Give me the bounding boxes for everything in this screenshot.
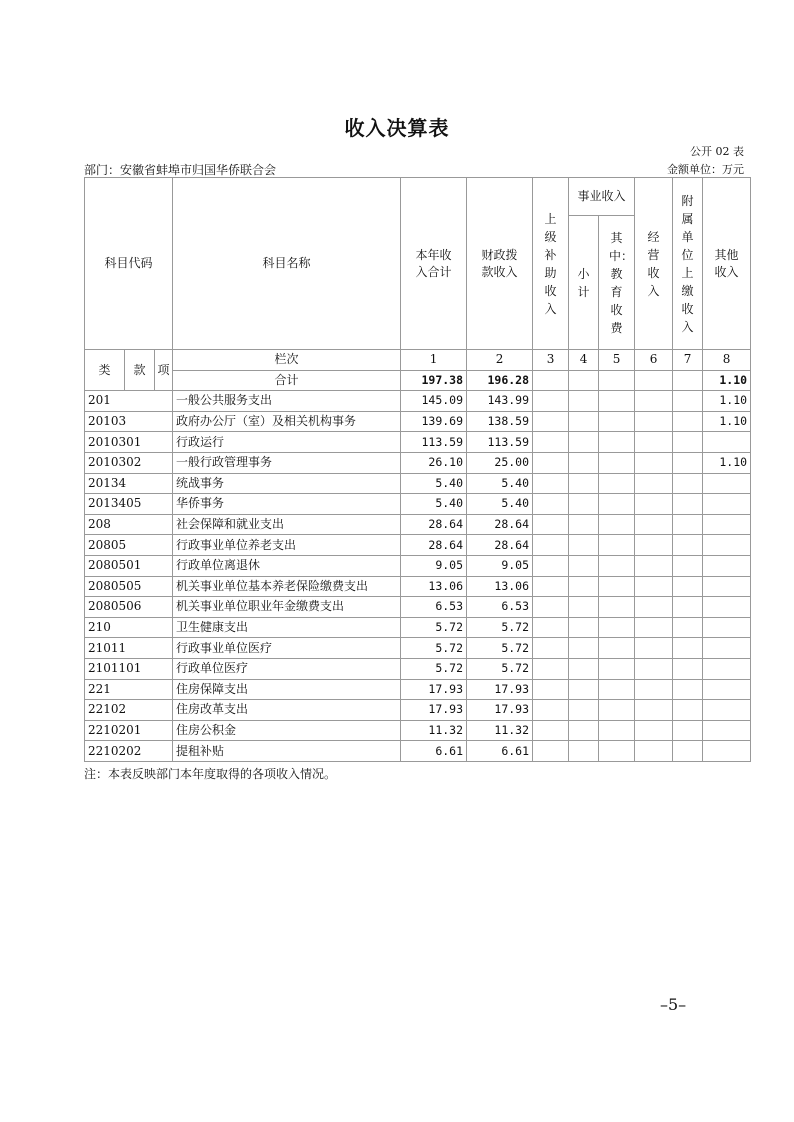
table-row xyxy=(85,452,751,473)
row-name: 一般公共服务支出 xyxy=(173,391,401,412)
row-fiscal: 113.59 xyxy=(467,432,533,453)
row-fiscal: 138.59 xyxy=(467,411,533,432)
header-fiscal: 财政拨款收入 xyxy=(467,178,533,350)
header-lei: 类 xyxy=(85,350,125,391)
table-row xyxy=(85,514,751,535)
row-code: 2210201 xyxy=(85,720,173,741)
table-row xyxy=(85,494,751,515)
row-code: 208 xyxy=(85,514,173,535)
row-total: 9.05 xyxy=(401,555,467,576)
row-name: 行政单位医疗 xyxy=(173,658,401,679)
row-name: 一般行政管理事务 xyxy=(173,452,401,473)
row-total: 28.64 xyxy=(401,535,467,556)
row-total: 5.72 xyxy=(401,617,467,638)
row-other xyxy=(703,658,751,679)
total-row-label: 合计 xyxy=(173,370,401,391)
row-code: 20134 xyxy=(85,473,173,494)
row-fiscal: 6.53 xyxy=(467,597,533,618)
table-row xyxy=(85,638,751,659)
row-other: 1.10 xyxy=(703,391,751,412)
row-total: 5.40 xyxy=(401,494,467,515)
row-total: 28.64 xyxy=(401,514,467,535)
row-other xyxy=(703,494,751,515)
row-fiscal: 28.64 xyxy=(467,535,533,556)
row-code: 2080506 xyxy=(85,597,173,618)
row-name: 华侨事务 xyxy=(173,494,401,515)
row-total: 17.93 xyxy=(401,700,467,721)
unit-label: 金额单位：万元 xyxy=(667,163,744,176)
row-name: 行政事业单位医疗 xyxy=(173,638,401,659)
col-no: 3 xyxy=(533,350,569,371)
row-fiscal: 5.40 xyxy=(467,494,533,515)
col-no: 6 xyxy=(635,350,673,371)
row-other: 1.10 xyxy=(703,452,751,473)
header-xiang: 项 xyxy=(155,350,173,391)
table-row xyxy=(85,555,751,576)
row-other xyxy=(703,617,751,638)
row-total: 139.69 xyxy=(401,411,467,432)
row-code: 20103 xyxy=(85,411,173,432)
row-fiscal: 9.05 xyxy=(467,555,533,576)
row-other xyxy=(703,720,751,741)
row-name: 行政单位离退休 xyxy=(173,555,401,576)
row-code: 2210202 xyxy=(85,741,173,762)
row-code: 22102 xyxy=(85,700,173,721)
row-other xyxy=(703,514,751,535)
header-education: 其中：教育收费 xyxy=(599,216,635,350)
col-no: 2 xyxy=(467,350,533,371)
row-code: 221 xyxy=(85,679,173,700)
row-total: 6.53 xyxy=(401,597,467,618)
row-other xyxy=(703,741,751,762)
total-row-other: 1.10 xyxy=(703,370,751,391)
form-number: 公开 02 表 xyxy=(690,145,744,158)
row-other xyxy=(703,597,751,618)
table-row xyxy=(85,658,751,679)
row-total: 5.40 xyxy=(401,473,467,494)
row-other xyxy=(703,535,751,556)
row-fiscal: 13.06 xyxy=(467,576,533,597)
row-fiscal: 5.72 xyxy=(467,638,533,659)
row-name: 机关事业单位职业年金缴费支出 xyxy=(173,597,401,618)
row-name: 社会保障和就业支出 xyxy=(173,514,401,535)
table-row xyxy=(85,700,751,721)
row-name: 政府办公厅（室）及相关机构事务 xyxy=(173,411,401,432)
row-name: 统战事务 xyxy=(173,473,401,494)
row-name: 提租补贴 xyxy=(173,741,401,762)
header-code: 科目代码 xyxy=(85,178,173,350)
header-affiliated: 附属单位上缴收入 xyxy=(673,178,703,350)
row-name: 行政运行 xyxy=(173,432,401,453)
table-row xyxy=(85,720,751,741)
table-row xyxy=(85,411,751,432)
row-fiscal: 143.99 xyxy=(467,391,533,412)
row-total: 5.72 xyxy=(401,638,467,659)
header-operating: 经营收入 xyxy=(635,178,673,350)
col-no: 1 xyxy=(401,350,467,371)
row-code: 2013405 xyxy=(85,494,173,515)
row-fiscal: 17.93 xyxy=(467,700,533,721)
table-row xyxy=(85,679,751,700)
table-row xyxy=(85,535,751,556)
table-row xyxy=(85,741,751,762)
row-fiscal: 5.40 xyxy=(467,473,533,494)
row-fiscal: 5.72 xyxy=(467,617,533,638)
row-total: 26.10 xyxy=(401,452,467,473)
row-fiscal: 25.00 xyxy=(467,452,533,473)
row-code: 2101101 xyxy=(85,658,173,679)
header-column-no: 栏次 xyxy=(173,350,401,371)
row-name: 卫生健康支出 xyxy=(173,617,401,638)
row-total: 6.61 xyxy=(401,741,467,762)
row-other xyxy=(703,473,751,494)
row-fiscal: 6.61 xyxy=(467,741,533,762)
table-row xyxy=(85,576,751,597)
table-row xyxy=(85,473,751,494)
total-row-total: 197.38 xyxy=(401,370,467,391)
header-superior: 上级补助收入 xyxy=(533,178,569,350)
row-name: 机关事业单位基本养老保险缴费支出 xyxy=(173,576,401,597)
col-no: 7 xyxy=(673,350,703,371)
row-code: 201 xyxy=(85,391,173,412)
col-no: 8 xyxy=(703,350,751,371)
total-row-fiscal: 196.28 xyxy=(467,370,533,391)
page-title: 收入决算表 xyxy=(344,116,450,140)
header-name: 科目名称 xyxy=(173,178,401,350)
row-fiscal: 17.93 xyxy=(467,679,533,700)
row-fiscal: 5.72 xyxy=(467,658,533,679)
table-note: 注：本表反映部门本年度取得的各项收入情况。 xyxy=(84,767,337,781)
row-name: 住房改革支出 xyxy=(173,700,401,721)
row-other xyxy=(703,679,751,700)
header-business: 事业收入 xyxy=(569,178,635,216)
row-fiscal: 11.32 xyxy=(467,720,533,741)
table-row xyxy=(85,391,751,412)
row-other xyxy=(703,576,751,597)
row-total: 113.59 xyxy=(401,432,467,453)
table-row xyxy=(85,617,751,638)
row-code: 2010301 xyxy=(85,432,173,453)
row-code: 20805 xyxy=(85,535,173,556)
row-total: 145.09 xyxy=(401,391,467,412)
row-total: 11.32 xyxy=(401,720,467,741)
header-subtotal: 小计 xyxy=(569,216,599,350)
table-row xyxy=(85,432,751,453)
row-code: 2080505 xyxy=(85,576,173,597)
row-total: 13.06 xyxy=(401,576,467,597)
row-code: 210 xyxy=(85,617,173,638)
row-name: 行政事业单位养老支出 xyxy=(173,535,401,556)
row-other: 1.10 xyxy=(703,411,751,432)
col-no: 4 xyxy=(569,350,599,371)
row-total: 17.93 xyxy=(401,679,467,700)
row-other xyxy=(703,700,751,721)
header-total: 本年收入合计 xyxy=(401,178,467,350)
row-other xyxy=(703,432,751,453)
department-label: 部门：安徽省蚌埠市归国华侨联合会 xyxy=(84,163,277,177)
row-code: 21011 xyxy=(85,638,173,659)
row-code: 2010302 xyxy=(85,452,173,473)
row-name: 住房公积金 xyxy=(173,720,401,741)
page-number: –5– xyxy=(660,995,687,1014)
table-row xyxy=(85,597,751,618)
col-no: 5 xyxy=(599,350,635,371)
income-table xyxy=(84,177,751,762)
header-kuan: 款 xyxy=(125,350,155,391)
row-total: 5.72 xyxy=(401,658,467,679)
header-other: 其他收入 xyxy=(703,178,751,350)
row-other xyxy=(703,638,751,659)
row-code: 2080501 xyxy=(85,555,173,576)
row-name: 住房保障支出 xyxy=(173,679,401,700)
row-other xyxy=(703,555,751,576)
row-fiscal: 28.64 xyxy=(467,514,533,535)
